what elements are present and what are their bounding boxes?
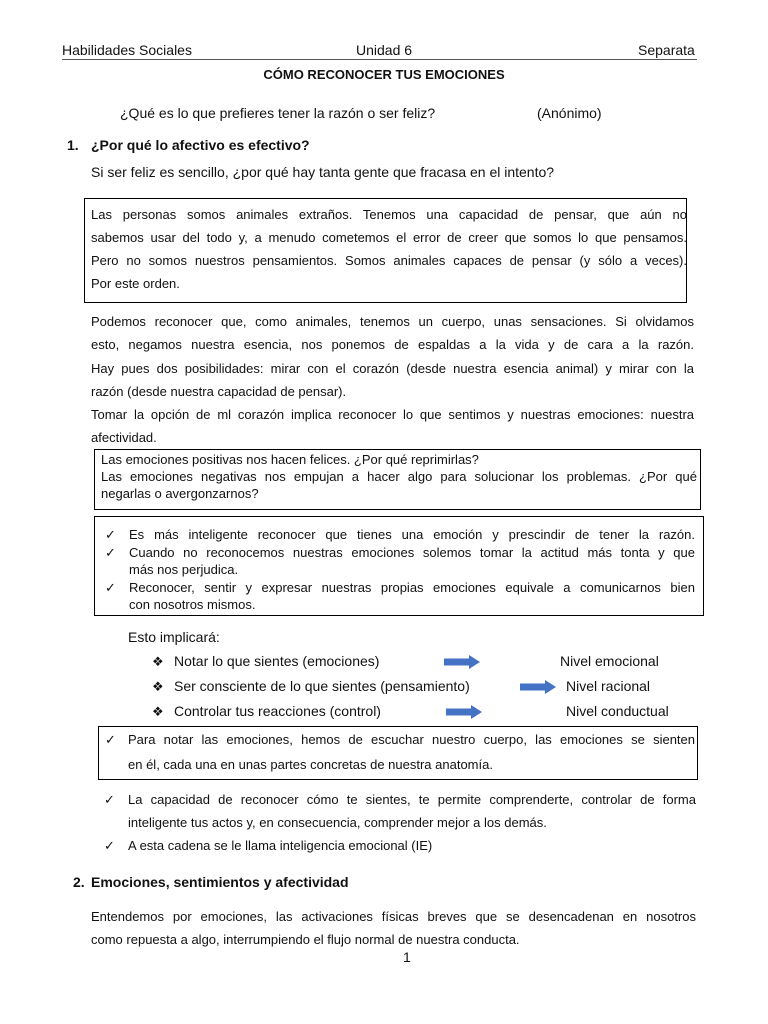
page-title: CÓMO RECONOCER TUS EMOCIONES	[263, 67, 505, 82]
text-line: Reconocer, sentir y expresar nuestras propias emociones equivale a comunicarnos bien	[129, 579, 695, 595]
diamond-bullet-icon: ❖	[152, 704, 164, 719]
header-left: Habilidades Sociales	[62, 42, 192, 58]
implica-item: Ser consciente de lo que sientes (pensamiento)	[174, 678, 470, 694]
text-line: Entendemos por emociones, las activaciones físicas breves que se desencadenan en nosotros	[91, 909, 696, 924]
check-item	[105, 727, 695, 777]
right-arrow-icon	[520, 680, 556, 694]
text-line: Las personas somos animales extraños. Tenemos una capacidad de pensar, que aún no	[91, 207, 687, 222]
section1-number: 1.	[67, 137, 79, 153]
text-line: en él, cada una en unas partes concretas de nuestra anatomía.	[128, 757, 493, 772]
right-arrow-icon	[446, 705, 482, 719]
diamond-bullet-icon: ❖	[152, 679, 164, 694]
section2-number: 2.	[73, 874, 85, 890]
text-line: Cuando no reconocemos nuestras emociones solemos tomar la actitud más tonta y que	[129, 544, 695, 560]
text-line: Podemos reconocer que, como animales, tenemos un cuerpo, unas sensaciones. Si olvidamos	[91, 314, 694, 329]
text-line: negarlas o avergonzarnos?	[101, 486, 259, 501]
text-line: Por este orden.	[91, 276, 180, 291]
implica-label: Esto implicará:	[128, 629, 220, 645]
box-intro	[84, 198, 687, 303]
paragraph-1	[91, 310, 694, 450]
section1-subtitle: Si ser feliz es sencillo, ¿por qué hay tanta gente que fracasa en el intento?	[91, 164, 555, 180]
checkmark-icon: ✓	[105, 579, 116, 595]
right-arrow-icon	[444, 655, 480, 669]
box-body	[98, 726, 698, 780]
page-number: 1	[403, 949, 411, 965]
text-line: más nos perjudica.	[129, 562, 239, 577]
checkmark-icon: ✓	[105, 732, 116, 747]
diamond-bullet-icon: ❖	[152, 654, 164, 669]
level-label: Nivel racional	[566, 678, 651, 694]
text-line: sabemos usar del todo y, a menudo cometemos el error de creer que somos lo que pensamos.	[91, 230, 687, 245]
section2-heading: Emociones, sentimientos y afectividad	[91, 874, 349, 890]
implica-item: Controlar tus reacciones (control)	[174, 703, 381, 719]
checkmark-icon: ✓	[105, 527, 116, 542]
text-line: como repuesta a algo, interrumpiendo el flujo normal de nuestra conducta.	[91, 932, 520, 947]
check-item	[104, 834, 696, 857]
check-item	[104, 788, 696, 834]
text-line: La capacidad de reconocer cómo te sientes, te permite comprenderte, controlar de forma	[128, 792, 696, 807]
text-line: con nosotros mismos.	[129, 597, 256, 612]
section2-paragraph	[91, 905, 696, 951]
text-line: Pero no somos nuestros pensamientos. Somos animales capaces de pensar (y sólo a veces).	[91, 253, 687, 268]
check-list	[104, 788, 696, 857]
text-line: Para notar las emociones, hemos de escuchar nuestro cuerpo, las emociones se sienten	[128, 732, 695, 747]
text-line: Hay pues dos posibilidades: mirar con el corazón (desde nuestra esencia animal) y mirar con la	[91, 360, 694, 376]
checkmark-icon: ✓	[104, 838, 115, 853]
level-label: Nivel emocional	[560, 653, 659, 669]
text-line: Tomar la opción de ml corazón implica reconocer lo que sentimos y nuestras emociones: nuestra	[91, 407, 694, 423]
checkmark-icon: ✓	[105, 544, 116, 560]
level-label: Nivel conductual	[566, 703, 669, 719]
quote-text: ¿Qué es lo que prefieres tener la razón o ser feliz?	[120, 105, 436, 121]
text-line: Es más inteligente reconocer que tienes una emoción y prescindir de tener la razón.	[129, 527, 695, 542]
check-item	[105, 544, 695, 579]
header-right: Separata	[638, 42, 695, 58]
header-center: Unidad 6	[356, 42, 413, 58]
check-item	[105, 526, 695, 544]
header-rule	[62, 59, 697, 60]
box-checks	[94, 516, 704, 616]
text-line: afectividad.	[91, 430, 157, 446]
text-line: esto, negamos nuestra esencia, nos ponemos de espaldas a la vida y de cara a la razón.	[91, 337, 694, 353]
implica-item: Notar lo que sientes (emociones)	[174, 653, 380, 669]
box-emotions	[94, 449, 701, 510]
check-item	[105, 579, 695, 614]
text-line: Las emociones positivas nos hacen felices. ¿Por qué reprimirlas?	[101, 452, 479, 467]
text-line: inteligente tus actos y, en consecuencia, comprender mejor a los demás.	[128, 815, 547, 830]
text-line: A esta cadena se le llama inteligencia emocional (IE)	[128, 838, 433, 853]
text-line: Las emociones negativas nos empujan a hacer algo para solucionar los problemas. ¿Por qué	[101, 469, 697, 484]
quote-author: (Anónimo)	[537, 105, 602, 121]
text-line: razón (desde nuestra capacidad de pensar).	[91, 383, 347, 399]
checkmark-icon: ✓	[104, 792, 115, 807]
section1-heading: ¿Por qué lo afectivo es efectivo?	[91, 137, 310, 153]
